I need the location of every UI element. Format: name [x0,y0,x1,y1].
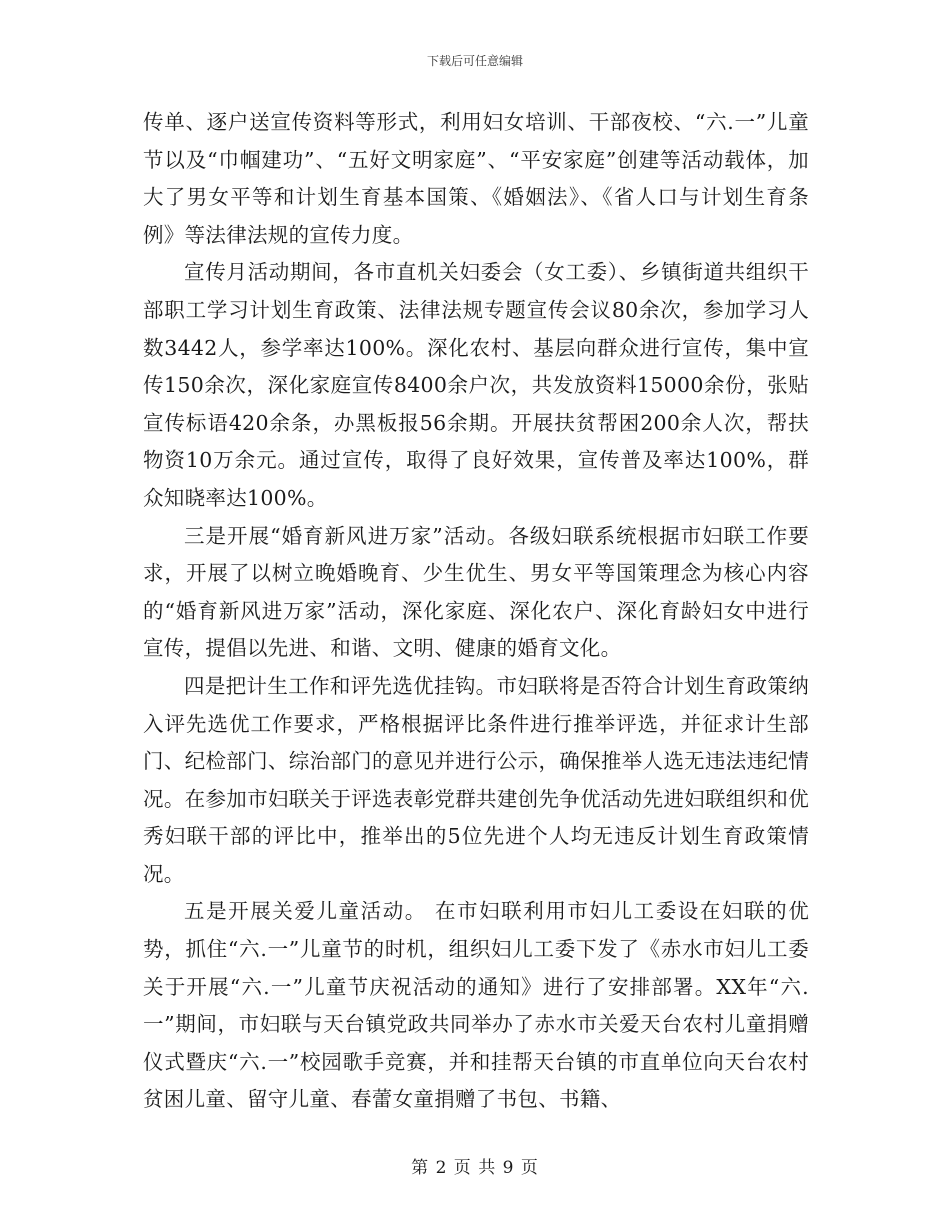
page-footer: 第 2 页 共 9 页 [411,1158,539,1178]
paragraph-3: 三是开展“婚育新风进万家”活动。各级妇联系统根据市妇联工作要求，开展了以树立晚婚晚育、少生优生、男女平等国策理念为核心内容的“婚育新风进万家”活动，深化家庭、深化农户、深化育龄妇女中进行宣传，提倡以先进、和谐、文明、健康的婚育文化。 [143,523,809,661]
paragraph-5: 五是开展关爱儿童活动。 在市妇联利用市妇儿工委设在妇联的优势，抓住“六.一”儿童节的时机，组织妇儿工委下发了《赤水市妇儿工委关于开展“六.一”儿童节庆祝活动的通知》进行了安排部署。XX年“六.一”期间，市妇联与天台镇党政共同举办了赤水市关爱天台农村儿童捐赠仪式暨庆“六.一”校园歌手竞赛，并和挂帮天台镇的市直单位向天台农村贫困儿童、留守儿童、春蕾女童捐赠了书包、书籍、 [143,899,809,1112]
paragraph-4: 四是把计生工作和评先选优挂钩。市妇联将是否符合计划生育政策纳入评先选优工作要求，严格根据评比条件进行推举评选，并征求计生部门、纪检部门、综治部门的意见并进行公示，确保推举人选无违法违纪情况。在参加市妇联关于评选表彰党群共建创先争优活动先进妇联组织和优秀妇联干部的评比中，推举出的5位先进个人均无违反计划生育政策情况。 [143,673,809,886]
paragraph-1: 传单、逐户送宣传资料等形式，利用妇女培训、干部夜校、“六.一”儿童节以及“巾帼建功”、“五好文明家庭”、“平安家庭”创建等活动载体，加大了男女平等和计划生育基本国策、《婚姻法》、《省人口与计划生育条例》等法律法规的宣传力度。 [143,110,809,247]
page-header: 下载后可任意编辑 [426,54,523,68]
document-body [143,104,809,1119]
paragraph-2: 宣传月活动期间，各市直机关妇委会（女工委）、乡镇街道共组织干部职工学习计划生育政策、法律法规专题宣传会议80余次，参加学习人数3442人，参学率达100%。深化农村、基层向群众进行宣传，集中宣传150余次，深化家庭宣传8400余户次，共发放资料15000余份，张贴宣传标语420余条，办黑板报56余期。开展扶贫帮困200余人次，帮扶物资10万余元。通过宣传，取得了良好效果，宣传普及率达100%，群众知晓率达100%。 [143,260,809,510]
